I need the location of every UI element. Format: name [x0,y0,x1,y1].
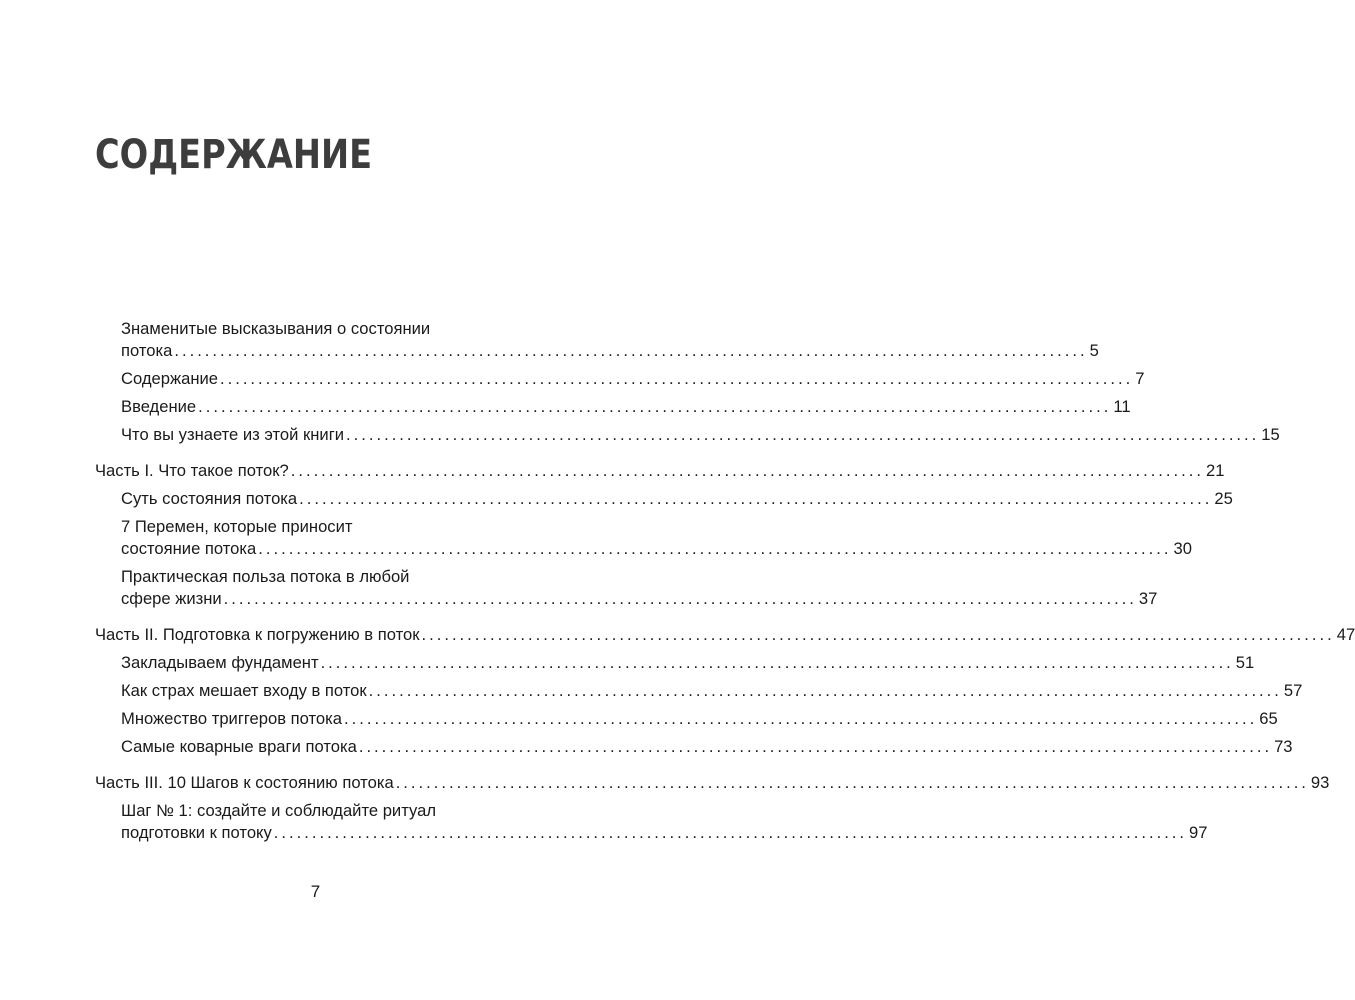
toc-entry [121,566,1158,610]
toc-page-number: 73 [1274,737,1293,756]
toc-page-number: 7 [1135,369,1145,388]
toc-page-number: 51 [1235,653,1255,672]
toc-entry-title: Суть состояния потока [121,489,298,508]
toc-entry [121,318,1099,362]
toc-page-number: 5 [1089,341,1099,360]
toc-page-number: 47 [1336,625,1355,644]
dot-leader: ........................................................................................................................ [273,823,1188,842]
toc-entry-title: Часть I. Что такое поток? [95,461,289,480]
dot-leader: ........................................................................................................................ [320,653,1234,672]
toc-page-number: 21 [1205,461,1225,480]
dot-leader: ........................................................................................................................ [174,341,1088,360]
dot-leader: ........................................................................................................................ [198,397,1112,416]
toc-part-entry [95,772,1330,794]
toc-entry [121,800,1208,844]
dot-leader: ........................................................................................................................ [358,737,1273,756]
dot-leader: ........................................................................................................................ [299,489,1213,508]
dot-leader: ........................................................................................................................ [223,589,1137,608]
page-number: 7 [310,882,321,901]
toc-entry-title: подготовки к потоку [121,823,272,842]
toc-entry [121,368,1145,390]
toc-entry-title-line: Шаг № 1: создайте и соблюдайте ритуал [121,801,437,820]
toc-entry-title: состояние потока [121,539,257,558]
toc-page-number: 15 [1261,425,1280,444]
dot-leader: ........................................................................................................................ [344,709,1258,728]
toc-entry [121,488,1233,510]
toc-page-number: 25 [1214,489,1233,508]
dot-leader: ........................................................................................................................ [346,425,1260,444]
toc-page-number: 11 [1113,397,1131,416]
toc-page-number: 37 [1138,589,1158,608]
toc-entry [121,680,1303,702]
toc-entry-title: Как страх мешает входу в поток [121,681,367,700]
toc-entry-title: Введение [121,397,197,416]
toc-entry [121,516,1192,560]
toc-entry [121,652,1255,674]
toc-entry-title: Часть II. Подготовка к погружению в поток [95,625,420,644]
dot-leader: ........................................................................................................................ [368,681,1282,700]
toc-entry-title: Самые коварные враги потока [121,737,357,756]
toc-part-entry [95,460,1225,482]
toc-part-entry [95,624,1355,646]
toc-page-number: 30 [1173,539,1192,558]
page-title: СОДЕРЖАНИЕ [95,132,373,178]
table-of-contents [0,318,1355,844]
toc-entry-title: сфере жизни [121,589,222,608]
toc-entry [121,708,1278,730]
toc-entry-title-line: Знаменитые высказывания о состоянии [121,319,431,338]
dot-leader: ........................................................................................................................ [219,369,1134,388]
toc-page-number: 65 [1259,709,1278,728]
toc-entry-title: Закладываем фундамент [121,653,319,672]
toc-entry-title: Содержание [121,369,218,388]
toc-entry-title: Множество триггеров потока [121,709,343,728]
toc-page-number: 93 [1310,773,1330,792]
toc-page-number: 97 [1189,823,1208,842]
toc-entry-title: потока [121,341,173,360]
dot-leader: ........................................................................................................................ [395,773,1309,792]
toc-entry-title-line: Практическая польза потока в любой [121,567,410,586]
toc-page-number: 57 [1283,681,1303,700]
dot-leader: ........................................................................................................................ [290,461,1204,480]
toc-entry [121,396,1131,418]
toc-entry [121,736,1293,758]
toc-entry-title: Что вы узнаете из этой книги [121,425,345,444]
toc-entry [121,424,1280,446]
dot-leader: ........................................................................................................................ [421,625,1335,644]
toc-entry-title-line: 7 Перемен, которые приносит [121,517,353,536]
toc-entry-title: Часть III. 10 Шагов к состоянию потока [95,773,394,792]
dot-leader: ........................................................................................................................ [258,539,1172,558]
